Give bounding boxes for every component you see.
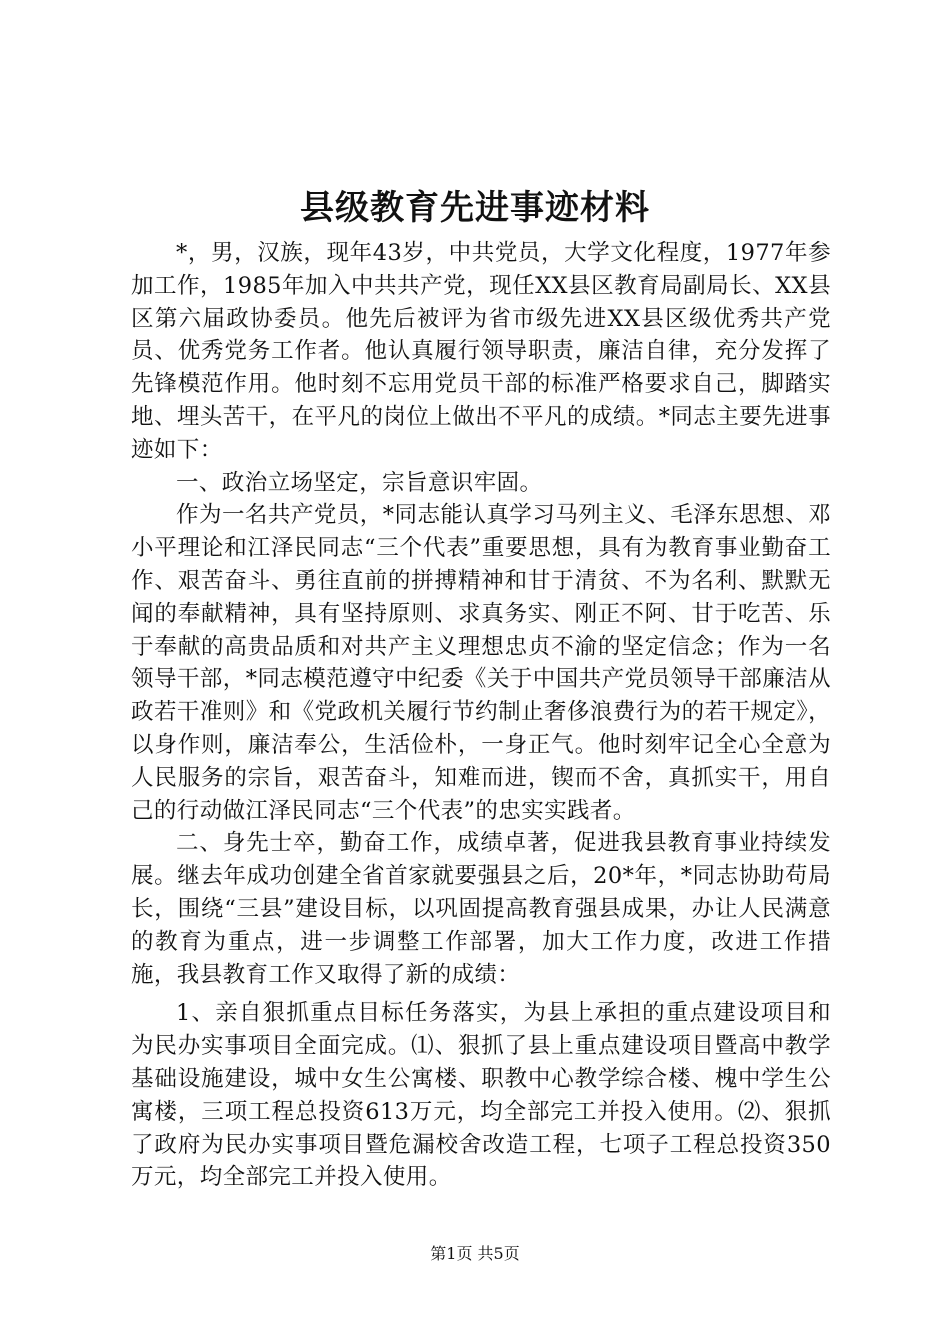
page-number-footer: 第1页 共5页 [430, 1244, 520, 1263]
paragraph-item-1: 1、亲自狠抓重点目标任务落实，为县上承担的重点建设项目和为民办实事项目全面完成。⑴、狠抓了县上重点建设项目暨高中教学基础设施建设，城中女生公寓楼、职教中心教学综合楼、槐中学生公寓楼，三项工程总投资613万元，均全部完工并投入使用。⑵、狠抓了政府为民办实事项目暨危漏校舍改造工程，七项子工程总投资350万元，均全部完工并投入使用。 [131, 1000, 831, 1191]
page-title: 县级教育先进事迹材料 [300, 188, 650, 228]
paragraph-political-stance: 作为一名共产党员，*同志能认真学习马列主义、毛泽东思想、邓小平理论和江泽民同志“三个代表”重要思想，具有为教育事业勤奋工作、艰苦奋斗、勇往直前的拼搏精神和甘于清贫、不为名利、默默无闻的奉献精神，具有坚持原则、求真务实、刚正不阿、甘于吃苦、乐于奉献的高贵品质和对共产主义理想忠贞不渝的坚定信念；作为一名领导干部，*同志模范遵守中纪委《关于中国共产党员领导干部廉洁从政若干准则》和《党政机关履行节约制止奢侈浪费行为的若干规定》，以身作则，廉洁奉公，生活俭朴，一身正气。他时刻牢记全心全意为人民服务的宗旨，艰苦奋斗，知难而进，锲而不舍，真抓实干，用自己的行动做江泽民同志“三个代表”的忠实实践者。 [131, 502, 831, 824]
document-body [131, 237, 831, 1194]
paragraph-intro: *，男，汉族，现年43岁，中共党员，大学文化程度，1977年参加工作，1985年加入中共共产党，现任XX县区教育局副局长、XX县区第六届政协委员。他先后被评为省市级先进XX县区级优秀共产党员、优秀党务工作者。他认真履行领导职责，廉洁自律，充分发挥了先锋模范作用。他时刻不忘用党员干部的标准严格要求自己，脚踏实地、埋头苦干，在平凡的岗位上做出不平凡的成绩。*同志主要先进事迹如下： [131, 240, 831, 463]
paragraph-heading-1: 一、政治立场坚定，宗旨意识牢固。 [176, 469, 543, 496]
paragraph-heading-2: 二、身先士卒，勤奋工作，成绩卓著，促进我县教育事业持续发展。继去年成功创建全省首家就要强县之后，20*年，*同志协助苟局长，围绕“三县”建设目标，以巩固提高教育强县成果，办让人民满意的教育为重点，进一步调整工作部署，加大工作力度，改进工作措施，我县教育工作又取得了新的成绩： [131, 830, 831, 988]
